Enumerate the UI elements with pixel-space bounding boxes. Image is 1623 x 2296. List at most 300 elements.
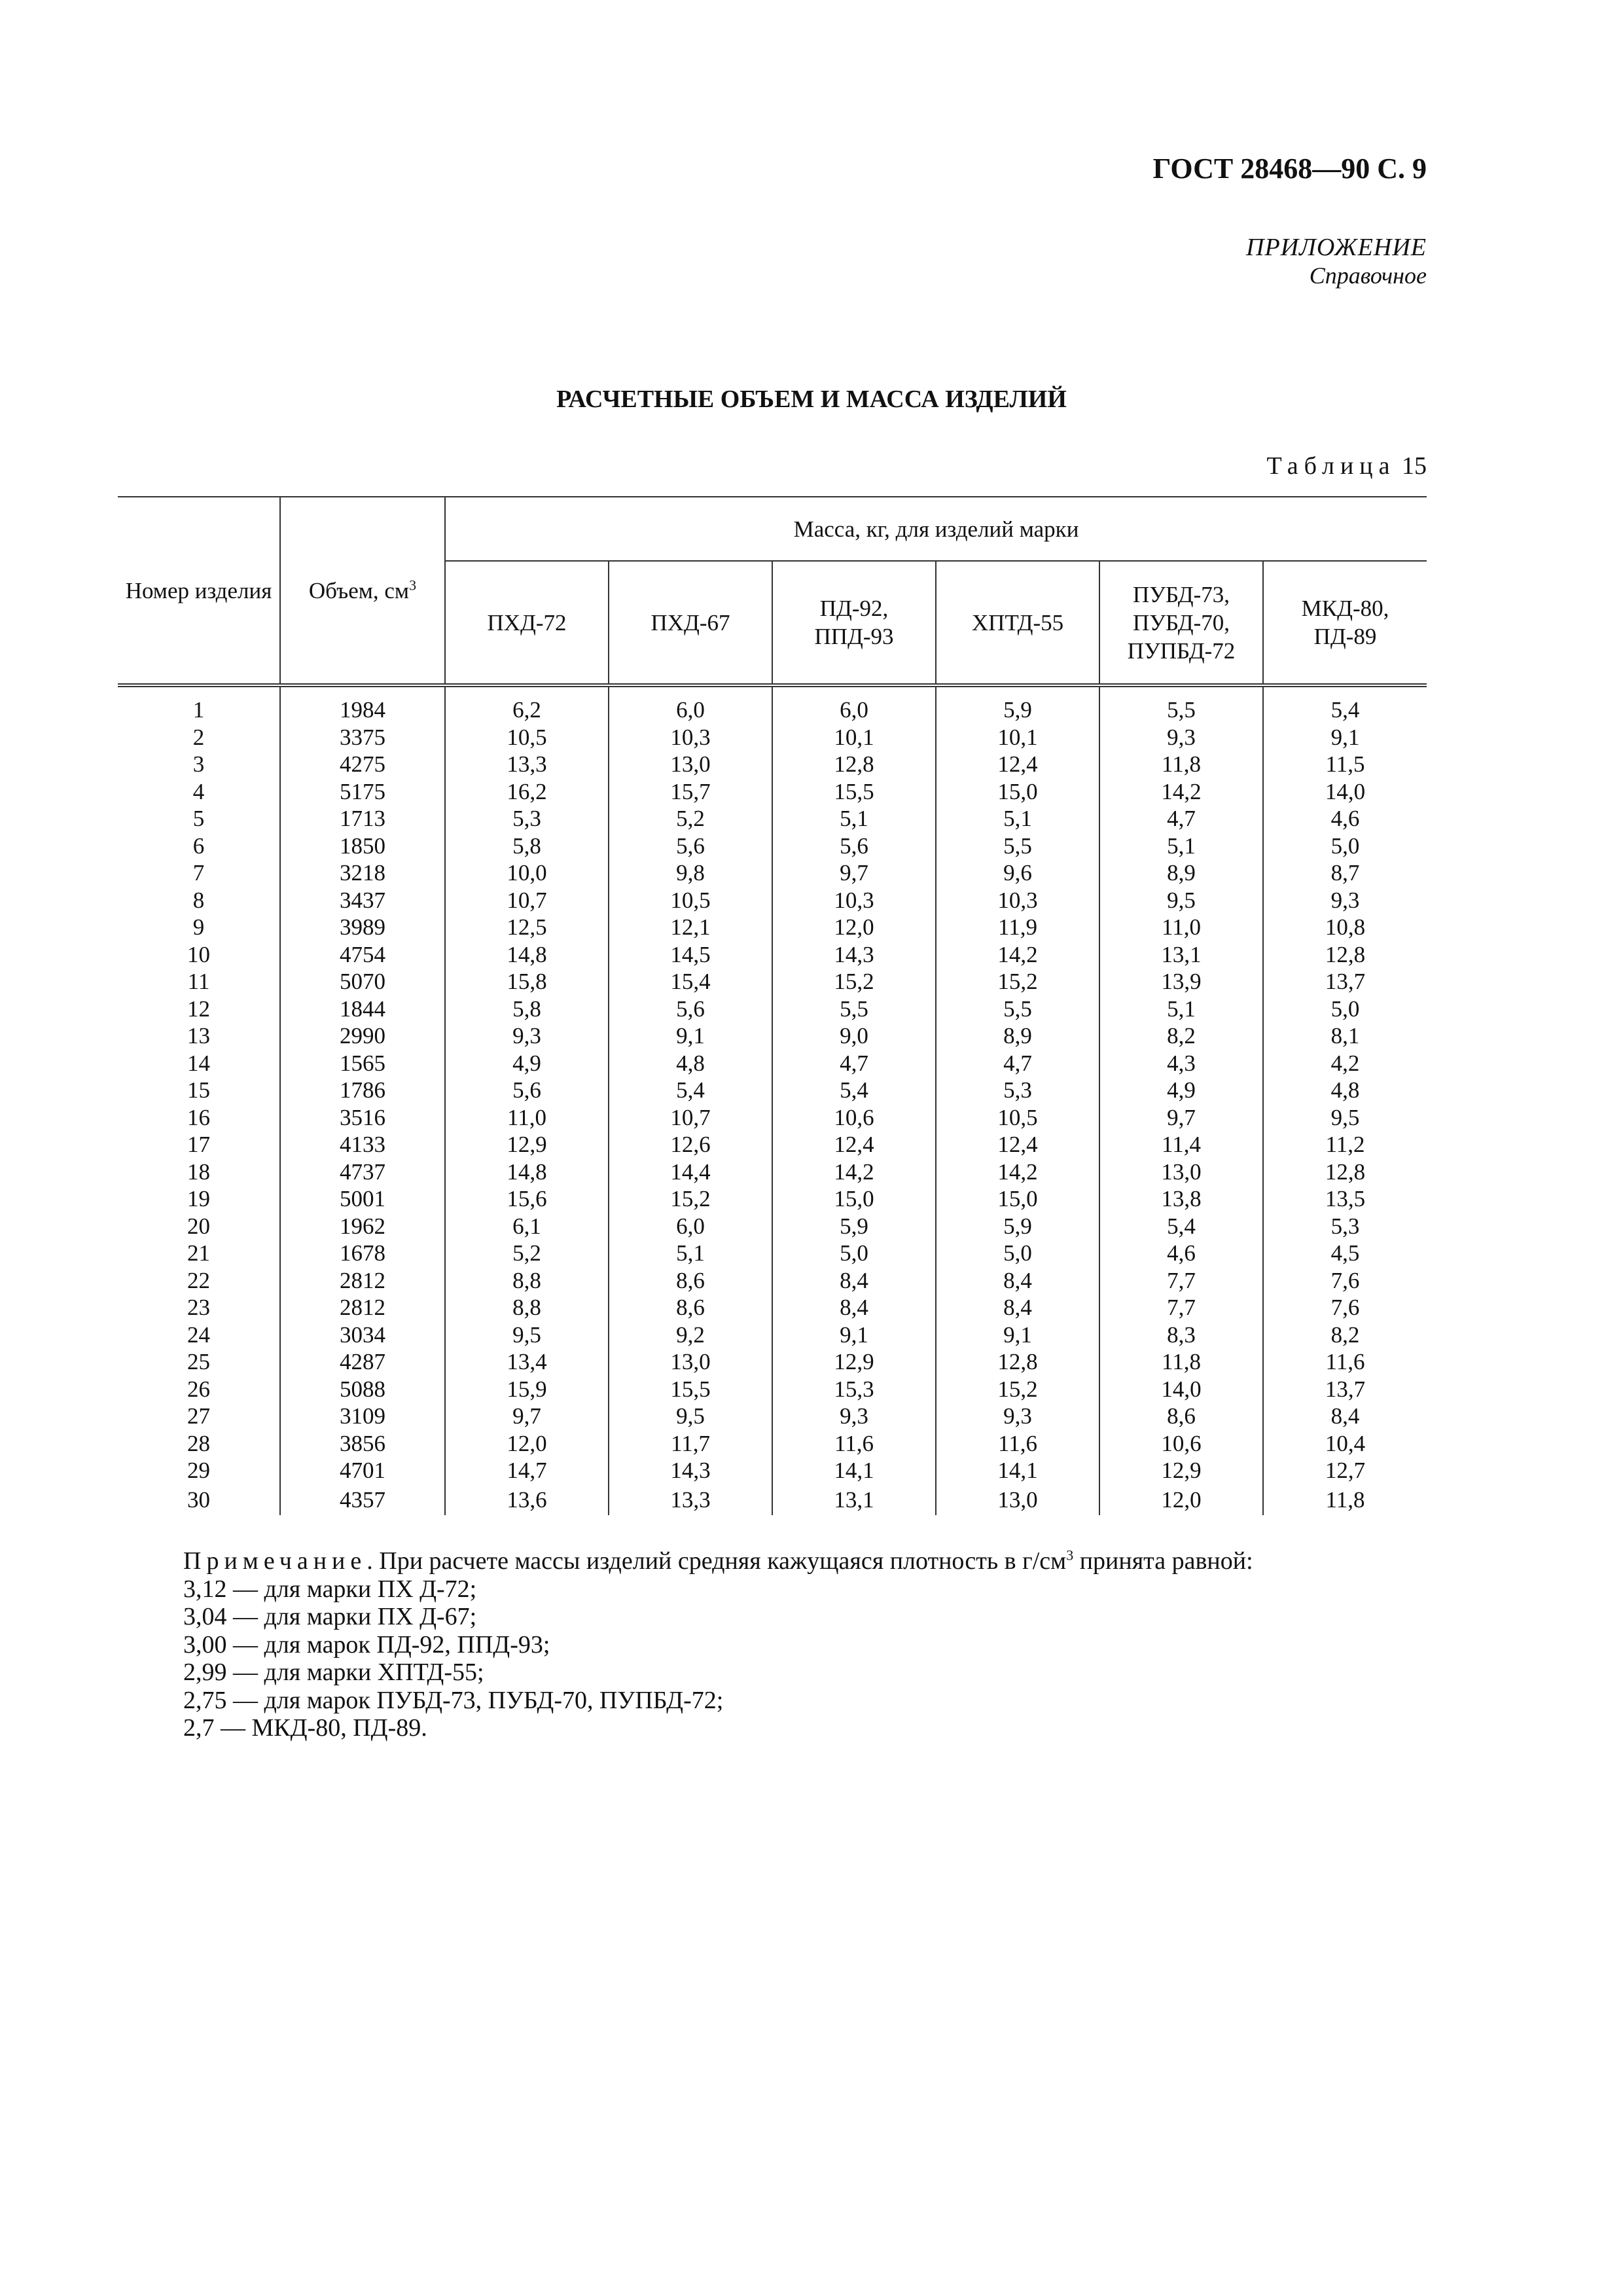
cell-mass: 9,3 — [445, 1022, 609, 1050]
cell-item-number: 14 — [187, 1050, 210, 1076]
cell-mass: 15,0 — [936, 1185, 1099, 1213]
cell-mass: 15,9 — [445, 1376, 609, 1403]
header-volume-text: Объем, см — [308, 577, 410, 603]
cell-mass: 14,2 — [936, 941, 1099, 969]
cell-mass: 4,7 — [936, 1050, 1099, 1077]
cell-volume: 2990 — [280, 1022, 445, 1050]
cell-item-number: 13 — [187, 1023, 210, 1049]
cell-mass: 11,7 — [609, 1430, 772, 1458]
cell-volume: 4737 — [280, 1158, 445, 1186]
cell-mass: 13,8 — [1099, 1185, 1263, 1213]
table-row — [118, 1348, 1427, 1376]
cell-mass: 8,6 — [609, 1294, 772, 1321]
cell-mass: 8,8 — [445, 1294, 609, 1321]
header-mass-group: Масса, кг, для изделий марки — [445, 497, 1427, 561]
cell-mass: 11,6 — [936, 1430, 1099, 1458]
cell-mass: 9,3 — [772, 1403, 936, 1430]
cell-mass: 11,9 — [936, 914, 1099, 941]
table-row — [118, 1267, 1427, 1295]
cell-mass: 15,0 — [772, 1185, 936, 1213]
cell-mass: 15,6 — [445, 1185, 609, 1213]
cell-mass: 10,7 — [445, 887, 609, 914]
cell-mass: 9,3 — [936, 1403, 1099, 1430]
cell-mass: 8,7 — [1263, 859, 1427, 887]
cell-mass: 8,4 — [936, 1294, 1099, 1321]
cell-mass: 8,6 — [1099, 1403, 1263, 1430]
cell-mass: 5,9 — [936, 1213, 1099, 1240]
cell-volume: 1962 — [280, 1213, 445, 1240]
cell-item-number: 20 — [187, 1213, 210, 1239]
cell-mass: 14,2 — [772, 1158, 936, 1186]
cell-mass: 10,6 — [772, 1104, 936, 1132]
cell-mass: 5,3 — [1263, 1213, 1427, 1240]
table-row — [118, 1022, 1427, 1050]
cell-mass: 5,3 — [445, 805, 609, 833]
cell-item-number: 24 — [187, 1321, 210, 1348]
cell-mass: 5,0 — [936, 1240, 1099, 1267]
cell-mass: 11,6 — [1263, 1348, 1427, 1376]
header-brand: ПХД-67 — [609, 561, 772, 685]
cell-mass: 6,0 — [609, 685, 772, 724]
note-line: 3,04 — для марки ПХ Д-67; — [183, 1603, 477, 1630]
cell-mass: 11,5 — [1263, 751, 1427, 778]
cell-mass: 5,6 — [445, 1077, 609, 1104]
cell-mass: 13,6 — [445, 1484, 609, 1515]
cell-mass: 4,7 — [1099, 805, 1263, 833]
cell-mass: 5,4 — [772, 1077, 936, 1104]
cell-mass: 5,8 — [445, 833, 609, 860]
note-line: 3,12 — для марки ПХ Д-72; — [183, 1575, 477, 1603]
cell-mass: 5,1 — [936, 805, 1099, 833]
appendix-label: ПРИЛОЖЕНИЕ — [1246, 234, 1427, 261]
cell-mass: 13,0 — [1099, 1158, 1263, 1186]
cell-mass: 4,9 — [445, 1050, 609, 1077]
cell-mass: 14,2 — [936, 1158, 1099, 1186]
table-row — [118, 1185, 1427, 1213]
cell-mass: 11,0 — [1099, 914, 1263, 941]
cell-mass: 14,1 — [936, 1457, 1099, 1484]
cell-mass: 4,7 — [772, 1050, 936, 1077]
cell-mass: 15,2 — [936, 968, 1099, 996]
cell-mass: 10,6 — [1099, 1430, 1263, 1458]
cell-mass: 6,0 — [609, 1213, 772, 1240]
cell-mass: 15,5 — [609, 1376, 772, 1403]
cell-mass: 14,3 — [772, 941, 936, 969]
cell-mass: 11,2 — [1263, 1131, 1427, 1158]
cell-volume: 1678 — [280, 1240, 445, 1267]
cell-mass: 14,1 — [772, 1457, 936, 1484]
cell-volume: 1850 — [280, 833, 445, 860]
cell-mass: 11,6 — [772, 1430, 936, 1458]
cell-mass: 5,9 — [936, 685, 1099, 724]
header-brand: МКД-80, ПД-89 — [1263, 561, 1427, 685]
cell-mass: 6,0 — [772, 685, 936, 724]
cell-mass: 15,0 — [936, 778, 1099, 806]
cell-mass: 4,9 — [1099, 1077, 1263, 1104]
cell-mass: 13,1 — [1099, 941, 1263, 969]
cell-item-number: 30 — [187, 1486, 210, 1513]
cell-mass: 5,9 — [772, 1213, 936, 1240]
cell-mass: 11,8 — [1099, 1348, 1263, 1376]
table-row — [118, 805, 1427, 833]
cell-mass: 4,3 — [1099, 1050, 1263, 1077]
cell-mass: 14,0 — [1099, 1376, 1263, 1403]
cell-item-number: 26 — [187, 1376, 210, 1402]
cell-item-number: 1 — [192, 697, 205, 723]
cell-volume: 3034 — [280, 1321, 445, 1349]
page-title: РАСЧЕТНЫЕ ОБЪЕМ И МАССА ИЗДЕЛИЙ — [556, 386, 1067, 413]
mass-volume-table — [118, 496, 1427, 1515]
table-row — [118, 1240, 1427, 1267]
cell-item-number: 2 — [192, 724, 205, 750]
cell-mass: 14,3 — [609, 1457, 772, 1484]
cell-mass: 9,2 — [609, 1321, 772, 1349]
cell-mass: 12,4 — [936, 751, 1099, 778]
note-line: 2,75 — для марок ПУБД-73, ПУБД-70, ПУПБД-72; — [183, 1686, 724, 1714]
cell-mass: 5,0 — [1263, 996, 1427, 1023]
cell-item-number: 5 — [192, 806, 205, 831]
cell-mass: 4,6 — [1263, 805, 1427, 833]
cell-mass: 12,8 — [1263, 941, 1427, 969]
cell-item-number: 6 — [192, 833, 205, 859]
table-row — [118, 1158, 1427, 1186]
cell-item-number: 19 — [187, 1186, 210, 1211]
table-row — [118, 1213, 1427, 1240]
cell-mass: 13,7 — [1263, 968, 1427, 996]
cell-volume: 3109 — [280, 1403, 445, 1430]
table-row — [118, 1077, 1427, 1104]
cell-mass: 15,3 — [772, 1376, 936, 1403]
header-volume-sup: 3 — [409, 576, 417, 593]
cell-mass: 10,5 — [445, 724, 609, 751]
table-body — [118, 685, 1427, 1515]
note-line: 2,7 — МКД-80, ПД-89. — [183, 1714, 427, 1742]
cell-mass: 12,9 — [1099, 1457, 1263, 1484]
cell-mass: 8,1 — [1263, 1022, 1427, 1050]
appendix-type: Справочное — [1309, 262, 1427, 289]
cell-volume: 4133 — [280, 1131, 445, 1158]
cell-mass: 8,3 — [1099, 1321, 1263, 1349]
cell-mass: 5,4 — [1263, 685, 1427, 724]
cell-mass: 14,7 — [445, 1457, 609, 1484]
cell-mass: 5,5 — [936, 833, 1099, 860]
cell-mass: 12,0 — [445, 1430, 609, 1458]
cell-mass: 12,8 — [1263, 1158, 1427, 1186]
table-row — [118, 1403, 1427, 1430]
cell-mass: 8,4 — [772, 1267, 936, 1295]
cell-volume: 3375 — [280, 724, 445, 751]
cell-item-number: 27 — [187, 1403, 210, 1429]
cell-mass: 15,5 — [772, 778, 936, 806]
table-row — [118, 1050, 1427, 1077]
cell-mass: 12,9 — [445, 1131, 609, 1158]
cell-mass: 8,6 — [609, 1267, 772, 1295]
table-row — [118, 685, 1427, 724]
cell-mass: 12,8 — [936, 1348, 1099, 1376]
cell-mass: 15,2 — [772, 968, 936, 996]
cell-volume: 3989 — [280, 914, 445, 941]
cell-mass: 11,4 — [1099, 1131, 1263, 1158]
header-item-number: Номер изделия — [118, 497, 280, 685]
cell-mass: 14,0 — [1263, 778, 1427, 806]
cell-volume: 1844 — [280, 996, 445, 1023]
cell-volume: 2812 — [280, 1267, 445, 1295]
cell-mass: 5,3 — [936, 1077, 1099, 1104]
cell-mass: 4,8 — [609, 1050, 772, 1077]
table-row — [118, 751, 1427, 778]
cell-mass: 5,6 — [609, 833, 772, 860]
cell-mass: 5,1 — [609, 1240, 772, 1267]
cell-item-number: 8 — [192, 887, 205, 913]
note-intro — [183, 1547, 1253, 1575]
cell-item-number: 7 — [192, 860, 205, 886]
cell-mass: 15,2 — [609, 1185, 772, 1213]
cell-mass: 9,5 — [1263, 1104, 1427, 1132]
note-line: 2,99 — для марки ХПТД-55; — [183, 1659, 484, 1686]
cell-mass: 11,8 — [1099, 751, 1263, 778]
cell-item-number: 12 — [187, 996, 210, 1022]
cell-volume: 1565 — [280, 1050, 445, 1077]
cell-mass: 12,1 — [609, 914, 772, 941]
cell-mass: 6,2 — [445, 685, 609, 724]
cell-volume: 3218 — [280, 859, 445, 887]
cell-mass: 9,5 — [1099, 887, 1263, 914]
cell-volume: 2812 — [280, 1294, 445, 1321]
table-row — [118, 1430, 1427, 1458]
cell-mass: 5,0 — [772, 1240, 936, 1267]
cell-item-number: 4 — [192, 778, 205, 804]
cell-mass: 15,4 — [609, 968, 772, 996]
cell-mass: 12,6 — [609, 1131, 772, 1158]
table-row — [118, 1294, 1427, 1321]
cell-item-number: 10 — [187, 941, 210, 967]
cell-mass: 9,1 — [772, 1321, 936, 1349]
cell-volume: 4701 — [280, 1457, 445, 1484]
cell-mass: 8,4 — [772, 1294, 936, 1321]
cell-mass: 15,8 — [445, 968, 609, 996]
cell-mass: 7,7 — [1099, 1294, 1263, 1321]
cell-mass: 13,5 — [1263, 1185, 1427, 1213]
cell-item-number: 11 — [187, 969, 210, 994]
cell-mass: 7,6 — [1263, 1294, 1427, 1321]
cell-volume: 1713 — [280, 805, 445, 833]
cell-volume: 3516 — [280, 1104, 445, 1132]
cell-mass: 11,8 — [1263, 1484, 1427, 1515]
cell-mass: 5,8 — [445, 996, 609, 1023]
table-row — [118, 968, 1427, 996]
cell-item-number: 28 — [187, 1430, 210, 1456]
cell-mass: 8,8 — [445, 1267, 609, 1295]
cell-mass: 12,0 — [772, 914, 936, 941]
cell-mass: 10,0 — [445, 859, 609, 887]
cell-mass: 14,4 — [609, 1158, 772, 1186]
cell-mass: 16,2 — [445, 778, 609, 806]
cell-mass: 4,2 — [1263, 1050, 1427, 1077]
cell-mass: 10,7 — [609, 1104, 772, 1132]
cell-mass: 13,0 — [609, 1348, 772, 1376]
cell-mass: 9,1 — [609, 1022, 772, 1050]
cell-volume: 5088 — [280, 1376, 445, 1403]
cell-mass: 13,1 — [772, 1484, 936, 1515]
cell-volume: 3437 — [280, 887, 445, 914]
cell-mass: 5,6 — [772, 833, 936, 860]
cell-mass: 10,4 — [1263, 1430, 1427, 1458]
cell-mass: 8,2 — [1263, 1321, 1427, 1349]
cell-mass: 13,3 — [445, 751, 609, 778]
cell-mass: 15,2 — [936, 1376, 1099, 1403]
cell-mass: 9,7 — [772, 859, 936, 887]
cell-item-number: 22 — [187, 1267, 210, 1293]
cell-mass: 12,0 — [1099, 1484, 1263, 1515]
cell-item-number: 17 — [187, 1132, 210, 1157]
cell-volume: 4275 — [280, 751, 445, 778]
header-brand: ПД-92, ППД-93 — [772, 561, 936, 685]
cell-mass: 9,7 — [1099, 1104, 1263, 1132]
cell-item-number: 15 — [187, 1077, 210, 1103]
cell-mass: 5,1 — [1099, 833, 1263, 860]
cell-mass: 12,7 — [1263, 1457, 1427, 1484]
cell-mass: 9,6 — [936, 859, 1099, 887]
cell-mass: 9,1 — [936, 1321, 1099, 1349]
cell-mass: 12,4 — [772, 1131, 936, 1158]
cell-mass: 11,0 — [445, 1104, 609, 1132]
cell-mass: 5,5 — [1099, 685, 1263, 724]
cell-mass: 7,7 — [1099, 1267, 1263, 1295]
cell-mass: 14,8 — [445, 1158, 609, 1186]
cell-mass: 15,7 — [609, 778, 772, 806]
table-caption-number: 15 — [1402, 452, 1427, 480]
table-row — [118, 941, 1427, 969]
document-code: ГОСТ 28468—90 С. 9 — [1152, 152, 1427, 185]
table-row — [118, 778, 1427, 806]
cell-mass: 4,8 — [1263, 1077, 1427, 1104]
table-row — [118, 1321, 1427, 1349]
table-row — [118, 914, 1427, 941]
cell-volume: 5175 — [280, 778, 445, 806]
cell-mass: 5,0 — [1263, 833, 1427, 860]
note-line: 3,00 — для марок ПД-92, ППД-93; — [183, 1630, 550, 1659]
cell-mass: 9,3 — [1263, 887, 1427, 914]
cell-mass: 10,3 — [609, 724, 772, 751]
cell-mass: 13,7 — [1263, 1376, 1427, 1403]
cell-mass: 10,3 — [772, 887, 936, 914]
cell-mass: 10,3 — [936, 887, 1099, 914]
table-row — [118, 724, 1427, 751]
cell-mass: 12,8 — [772, 751, 936, 778]
cell-item-number: 29 — [187, 1458, 210, 1483]
cell-volume: 1786 — [280, 1077, 445, 1104]
cell-volume: 5001 — [280, 1185, 445, 1213]
cell-mass: 8,4 — [1263, 1403, 1427, 1430]
table-row — [118, 1131, 1427, 1158]
cell-mass: 5,5 — [772, 996, 936, 1023]
table-row — [118, 833, 1427, 860]
cell-mass: 5,4 — [609, 1077, 772, 1104]
cell-mass: 12,4 — [936, 1131, 1099, 1158]
cell-mass: 4,5 — [1263, 1240, 1427, 1267]
cell-mass: 9,5 — [445, 1321, 609, 1349]
table-row — [118, 1484, 1427, 1515]
note-intro-tail: принята равной: — [1073, 1547, 1253, 1575]
cell-item-number: 23 — [187, 1295, 210, 1320]
table-row — [118, 859, 1427, 887]
cell-mass: 14,8 — [445, 941, 609, 969]
cell-mass: 5,2 — [445, 1240, 609, 1267]
cell-mass: 5,5 — [936, 996, 1099, 1023]
note-intro-text: . При расчете массы изделий средняя кажущаяся плотность в г/см — [366, 1547, 1067, 1575]
cell-volume: 4754 — [280, 941, 445, 969]
cell-item-number: 9 — [192, 914, 205, 940]
table-row — [118, 1376, 1427, 1403]
cell-mass: 5,1 — [1099, 996, 1263, 1023]
table-row — [118, 1457, 1427, 1484]
cell-mass: 4,6 — [1099, 1240, 1263, 1267]
cell-mass: 8,9 — [936, 1022, 1099, 1050]
header-brand: ПХД-72 — [445, 561, 609, 685]
cell-volume: 5070 — [280, 968, 445, 996]
cell-item-number: 3 — [192, 751, 205, 777]
cell-mass: 13,9 — [1099, 968, 1263, 996]
cell-mass: 10,5 — [609, 887, 772, 914]
cell-mass: 12,9 — [772, 1348, 936, 1376]
cell-mass: 14,2 — [1099, 778, 1263, 806]
cell-mass: 10,5 — [936, 1104, 1099, 1132]
cell-volume: 1984 — [280, 685, 445, 724]
table-row — [118, 1104, 1427, 1132]
cell-mass: 9,8 — [609, 859, 772, 887]
cell-mass: 6,1 — [445, 1213, 609, 1240]
cell-item-number: 16 — [187, 1104, 210, 1130]
cell-mass: 5,6 — [609, 996, 772, 1023]
cell-volume: 4287 — [280, 1348, 445, 1376]
cell-item-number: 25 — [187, 1349, 210, 1374]
cell-mass: 10,1 — [936, 724, 1099, 751]
table-caption — [1266, 452, 1427, 480]
cell-item-number: 18 — [187, 1158, 210, 1185]
header-brand: ХПТД-55 — [936, 561, 1099, 685]
table-note — [183, 1547, 1253, 1742]
cell-mass: 14,5 — [609, 941, 772, 969]
cell-mass: 5,2 — [609, 805, 772, 833]
table-row — [118, 996, 1427, 1023]
note-title: Примечание — [183, 1547, 367, 1575]
cell-volume: 4357 — [280, 1484, 445, 1515]
cell-mass: 10,1 — [772, 724, 936, 751]
cell-mass: 9,0 — [772, 1022, 936, 1050]
cell-mass: 5,4 — [1099, 1213, 1263, 1240]
cell-mass: 8,2 — [1099, 1022, 1263, 1050]
cell-mass: 12,5 — [445, 914, 609, 941]
cell-mass: 13,4 — [445, 1348, 609, 1376]
cell-mass: 10,8 — [1263, 914, 1427, 941]
cell-item-number: 21 — [187, 1240, 210, 1266]
cell-mass: 8,9 — [1099, 859, 1263, 887]
header-brand: ПУБД-73, ПУБД-70, ПУПБД-72 — [1099, 561, 1263, 685]
cell-mass: 13,0 — [936, 1484, 1099, 1515]
cell-mass: 9,1 — [1263, 724, 1427, 751]
table-row — [118, 887, 1427, 914]
note-intro-sup: 3 — [1066, 1547, 1074, 1564]
cell-mass: 13,3 — [609, 1484, 772, 1515]
cell-mass: 9,7 — [445, 1403, 609, 1430]
cell-mass: 8,4 — [936, 1267, 1099, 1295]
table-caption-label: Таблица — [1266, 452, 1396, 480]
cell-mass: 9,3 — [1099, 724, 1263, 751]
cell-mass: 9,5 — [609, 1403, 772, 1430]
cell-mass: 13,0 — [609, 751, 772, 778]
cell-mass: 5,1 — [772, 805, 936, 833]
cell-mass: 7,6 — [1263, 1267, 1427, 1295]
